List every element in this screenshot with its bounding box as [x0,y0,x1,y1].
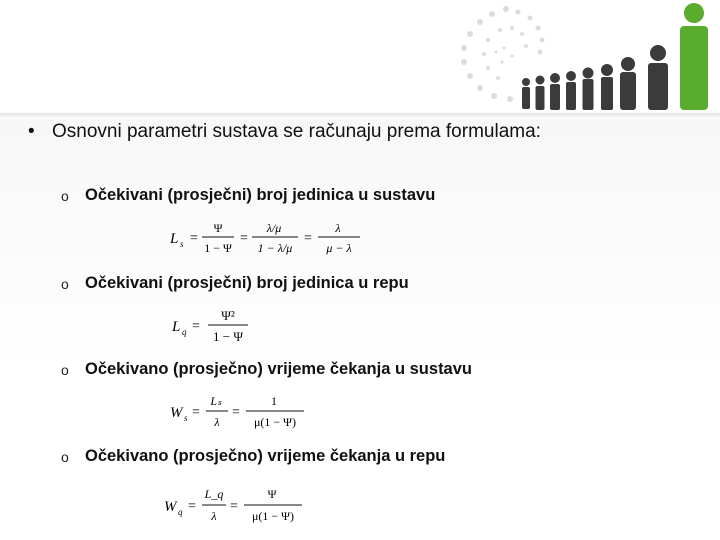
spiral-figures-icon [461,6,545,102]
formula-ls-lhs-sub: s [180,239,184,249]
formula-ls-num1: Ψ [213,221,223,235]
formula-ls-num2: λ/μ [266,221,282,235]
header-decoration [440,0,720,118]
formula-lq-lhs-sub: q [182,327,187,337]
sub-item-expected-wait-system: Očekivano (prosječno) vrijeme čekanja u sustavu [85,360,472,378]
formula-ws-lhs-sub: s [184,413,188,423]
formula-ls-den1: 1 − Ψ [204,241,232,255]
formula-wq-den1: λ [211,509,217,523]
formula-ls [168,214,368,262]
formula-ws-eq2: = [232,405,240,420]
formula-lq-num: Ψ² [221,308,235,323]
main-heading-text: Osnovni parametri sustava se računaju prema formulama: [52,121,541,142]
content-area [0,119,720,540]
formula-ls-lhs: L [170,231,179,247]
formula-wq-num2: Ψ [267,487,277,501]
formula-wq [162,480,312,530]
formula-wq-lhs: W [164,499,177,515]
formula-ws-den1: λ [214,415,220,429]
formula-ws-eq1: = [192,405,200,420]
formula-ws-lhs: W [170,405,183,421]
main-bullet: • [28,121,35,142]
formula-ls-den3: μ − λ [326,241,352,255]
sub-item-expected-wait-queue: Očekivano (prosječno) vrijeme čekanja u repu [85,447,446,465]
formula-ls-eq1: = [190,231,198,246]
sub-bullet-marker: o [61,188,69,204]
formula-lq [170,302,260,350]
sub-item-expected-units-queue: Očekivani (prosječni) broj jedinica u repu [85,274,409,292]
formula-ws-num1: Lₛ [210,394,222,408]
formula-ws [168,388,318,436]
formula-ls-num3: λ [335,221,341,235]
sub-bullet-marker: o [61,449,69,465]
formula-lq-den: 1 − Ψ [213,329,243,344]
formula-ls-eq2: = [240,231,248,246]
sub-item-expected-units-system: Očekivani (prosječni) broj jedinica u sustavu [85,186,436,204]
formula-lq-lhs: L [172,319,181,335]
sub-bullet-marker: o [61,276,69,292]
formula-lq-eq: = [192,319,200,334]
formula-wq-lhs-sub: q [178,507,183,517]
people-figures-icon [522,3,708,110]
formula-ls-den2: 1 − λ/μ [257,241,293,255]
formula-wq-eq1: = [188,499,196,514]
formula-wq-num1: L_q [204,487,224,501]
formula-wq-den2: μ(1 − Ψ) [251,509,295,523]
formula-wq-eq2: = [230,499,238,514]
sub-bullet-marker: o [61,362,69,378]
formula-ls-eq3: = [304,231,312,246]
formula-ws-den2: μ(1 − Ψ) [253,415,297,429]
formula-ws-num2: 1 [271,394,277,408]
